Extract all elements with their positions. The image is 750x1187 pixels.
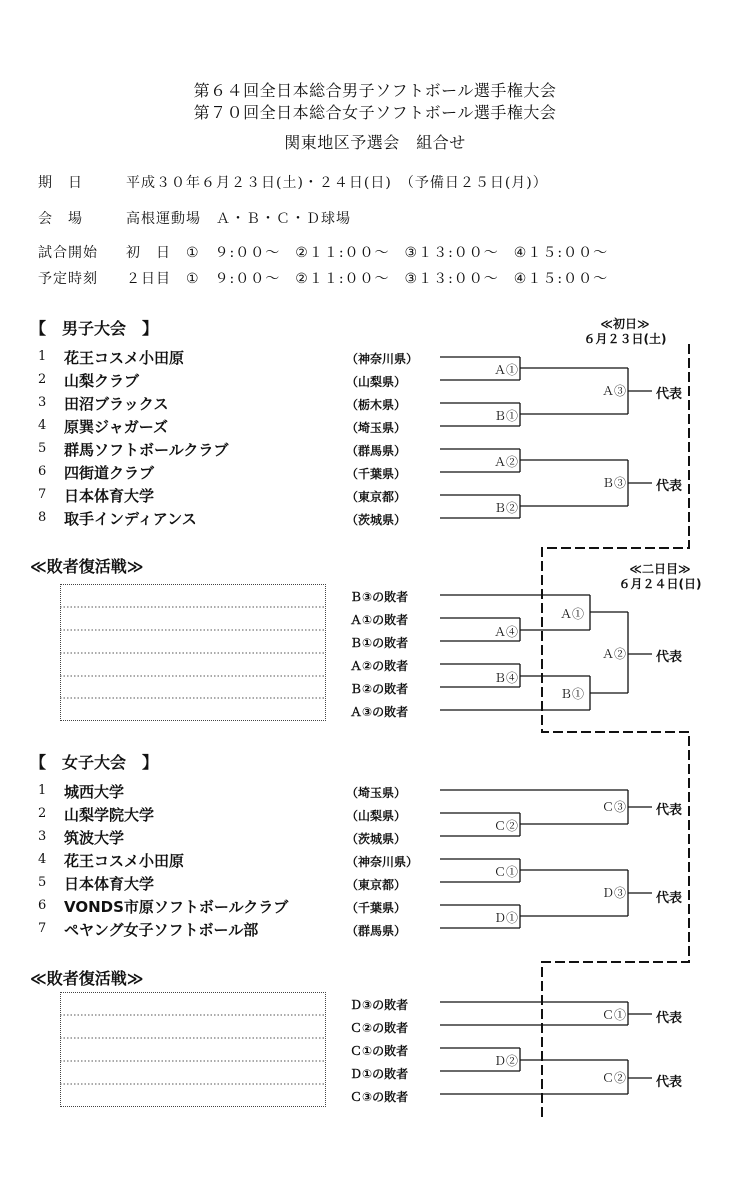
women-team-pref: （茨城県） bbox=[346, 832, 407, 846]
women-loser-label: Ｃ②の敗者 bbox=[350, 1021, 409, 1035]
men-team-no: 2 bbox=[38, 372, 47, 387]
men-team-name: 四街道クラブ bbox=[64, 464, 155, 482]
game-label: Ｄ① bbox=[494, 911, 519, 925]
men-loser-label: Ｂ①の敗者 bbox=[350, 636, 409, 650]
men-team-pref: （茨城県） bbox=[346, 513, 407, 527]
women-team-no: 5 bbox=[38, 875, 47, 890]
women-team-pref: （群馬県） bbox=[346, 924, 407, 938]
day2-times: ① ９:００～ ②１１:００～ ③１３:００～ ④１５:００～ bbox=[186, 271, 609, 287]
women-team-name: 城西大学 bbox=[64, 783, 125, 801]
men-section-title: 【 男子大会 】 bbox=[30, 319, 159, 338]
men-day2-head: ≪二日目≫ bbox=[629, 562, 691, 576]
game-label: Ｃ① bbox=[602, 1008, 627, 1022]
day1-label: 初 日 bbox=[126, 245, 171, 261]
game-label: Ａ③ bbox=[602, 384, 627, 398]
venue-label: 会 場 bbox=[38, 211, 83, 227]
women-team-name: 山梨学院大学 bbox=[64, 806, 155, 824]
women-team-pref: （千葉県） bbox=[346, 901, 407, 915]
period-label: 期 日 bbox=[38, 175, 83, 191]
men-team-no: 1 bbox=[38, 349, 47, 364]
men-team-name: 田沼ブラックス bbox=[64, 395, 169, 413]
men-loser-label: Ａ①の敗者 bbox=[350, 613, 409, 627]
men-team-no: 6 bbox=[38, 464, 47, 479]
game-label: Ａ① bbox=[560, 607, 585, 621]
women-repechage-title: ≪敗者復活戦≫ bbox=[30, 969, 144, 988]
game-label: Ｂ③ bbox=[602, 476, 627, 490]
men-loser-label: Ｂ②の敗者 bbox=[350, 682, 409, 696]
game-label: Ａ① bbox=[494, 363, 519, 377]
men-day1-head: ≪初日≫ bbox=[600, 317, 650, 331]
men-team-pref: （群馬県） bbox=[346, 444, 407, 458]
women-rep-label-1: 代表 bbox=[656, 803, 683, 818]
women-team-pref: （神奈川県） bbox=[346, 855, 419, 869]
women-team-no: 6 bbox=[38, 898, 47, 913]
game-label: Ｄ② bbox=[494, 1054, 519, 1068]
men-team-name: 取手インディアンス bbox=[64, 510, 197, 528]
men-team-name: 原巽ジャガーズ bbox=[64, 418, 168, 436]
title-women: 第７０回全日本総合女子ソフトボール選手権大会 bbox=[193, 103, 557, 122]
women-section-title: 【 女子大会 】 bbox=[30, 753, 159, 772]
women-repechage-rep-label-1: 代表 bbox=[656, 1011, 683, 1026]
women-team-name: 筑波大学 bbox=[64, 829, 125, 847]
game-label: Ａ② bbox=[602, 647, 627, 661]
women-loser-label: Ｄ①の敗者 bbox=[350, 1067, 409, 1081]
day2-label: ２日目 bbox=[126, 271, 171, 287]
women-repechage-rep-label-2: 代表 bbox=[656, 1075, 683, 1090]
men-repechage-title: ≪敗者復活戦≫ bbox=[30, 557, 144, 576]
women-loser-label: Ｄ③の敗者 bbox=[350, 998, 409, 1012]
game-label: Ｃ① bbox=[494, 865, 519, 879]
men-loser-label: Ｂ③の敗者 bbox=[350, 590, 409, 604]
women-team-no: 7 bbox=[38, 921, 47, 936]
men-rep-label-2: 代表 bbox=[656, 479, 683, 494]
men-team-pref: （神奈川県） bbox=[346, 352, 419, 366]
men-team-name: 山梨クラブ bbox=[64, 372, 140, 390]
subtitle: 関東地区予選会 組合せ bbox=[284, 133, 466, 152]
men-team-no: 7 bbox=[38, 487, 47, 502]
women-team-no: 2 bbox=[38, 806, 47, 821]
men-team-name: 花王コスメ小田原 bbox=[64, 349, 185, 367]
women-team-no: 3 bbox=[38, 829, 47, 844]
men-day1-date: ６月２３日(土) bbox=[583, 332, 667, 346]
women-loser-label: Ｃ①の敗者 bbox=[350, 1044, 409, 1058]
men-team-name: 群馬ソフトボールクラブ bbox=[64, 441, 229, 459]
women-team-no: 1 bbox=[38, 783, 47, 798]
women-team-pref: （山梨県） bbox=[346, 809, 407, 823]
men-team-pref: （埼玉県） bbox=[346, 421, 407, 435]
women-team-name: ペヤング女子ソフトボール部 bbox=[64, 921, 259, 939]
men-team-pref: （千葉県） bbox=[346, 467, 407, 481]
men-repechage-rep-label: 代表 bbox=[656, 650, 683, 665]
women-team-name: VONDS市原ソフトボールクラブ bbox=[64, 898, 289, 916]
men-team-pref: （栃木県） bbox=[346, 398, 407, 412]
game-label: Ｂ④ bbox=[494, 671, 519, 685]
venue-value: 高根運動場 Ａ・Ｂ・Ｃ・Ｄ球場 bbox=[126, 211, 351, 227]
game-labels bbox=[494, 363, 626, 1085]
women-team-pref: （埼玉県） bbox=[346, 786, 407, 800]
men-team-no: 3 bbox=[38, 395, 47, 410]
game-label: Ａ④ bbox=[494, 625, 519, 639]
men-team-pref: （東京都） bbox=[346, 490, 407, 504]
game-label: Ｄ③ bbox=[602, 886, 627, 900]
game-label: Ｃ② bbox=[602, 1071, 627, 1085]
women-rep-label-2: 代表 bbox=[656, 891, 683, 906]
men-loser-label: Ａ②の敗者 bbox=[350, 659, 409, 673]
day1-times: ① ９:００～ ②１１:００～ ③１３:００～ ④１５:００～ bbox=[186, 245, 609, 261]
game-label: Ｃ② bbox=[494, 819, 519, 833]
game-label: Ｂ① bbox=[560, 687, 585, 701]
start-label-2: 予定時刻 bbox=[38, 271, 98, 287]
men-day2-date: ６月２４日(日) bbox=[618, 577, 702, 591]
title-men: 第６４回全日本総合男子ソフトボール選手権大会 bbox=[193, 81, 557, 100]
men-team-no: 8 bbox=[38, 510, 47, 525]
game-label: Ｃ③ bbox=[602, 800, 627, 814]
men-team-name: 日本体育大学 bbox=[64, 487, 155, 505]
women-team-name: 日本体育大学 bbox=[64, 875, 155, 893]
men-rep-label-1: 代表 bbox=[656, 387, 683, 402]
game-label: Ｂ① bbox=[494, 409, 519, 423]
men-team-pref: （山梨県） bbox=[346, 375, 407, 389]
women-team-name: 花王コスメ小田原 bbox=[64, 852, 185, 870]
women-team-no: 4 bbox=[38, 852, 47, 867]
game-label: Ａ② bbox=[494, 455, 519, 469]
women-team-pref: （東京都） bbox=[346, 878, 407, 892]
start-label-1: 試合開始 bbox=[38, 245, 98, 261]
period-value: 平成３０年６月２３日(土)・２４日(日) （予備日２５日(月)） bbox=[126, 175, 548, 191]
men-team-no: 5 bbox=[38, 441, 47, 456]
women-loser-label: Ｃ③の敗者 bbox=[350, 1090, 409, 1104]
men-team-no: 4 bbox=[38, 418, 47, 433]
men-loser-label: Ａ③の敗者 bbox=[350, 705, 409, 719]
game-label: Ｂ② bbox=[494, 501, 519, 515]
